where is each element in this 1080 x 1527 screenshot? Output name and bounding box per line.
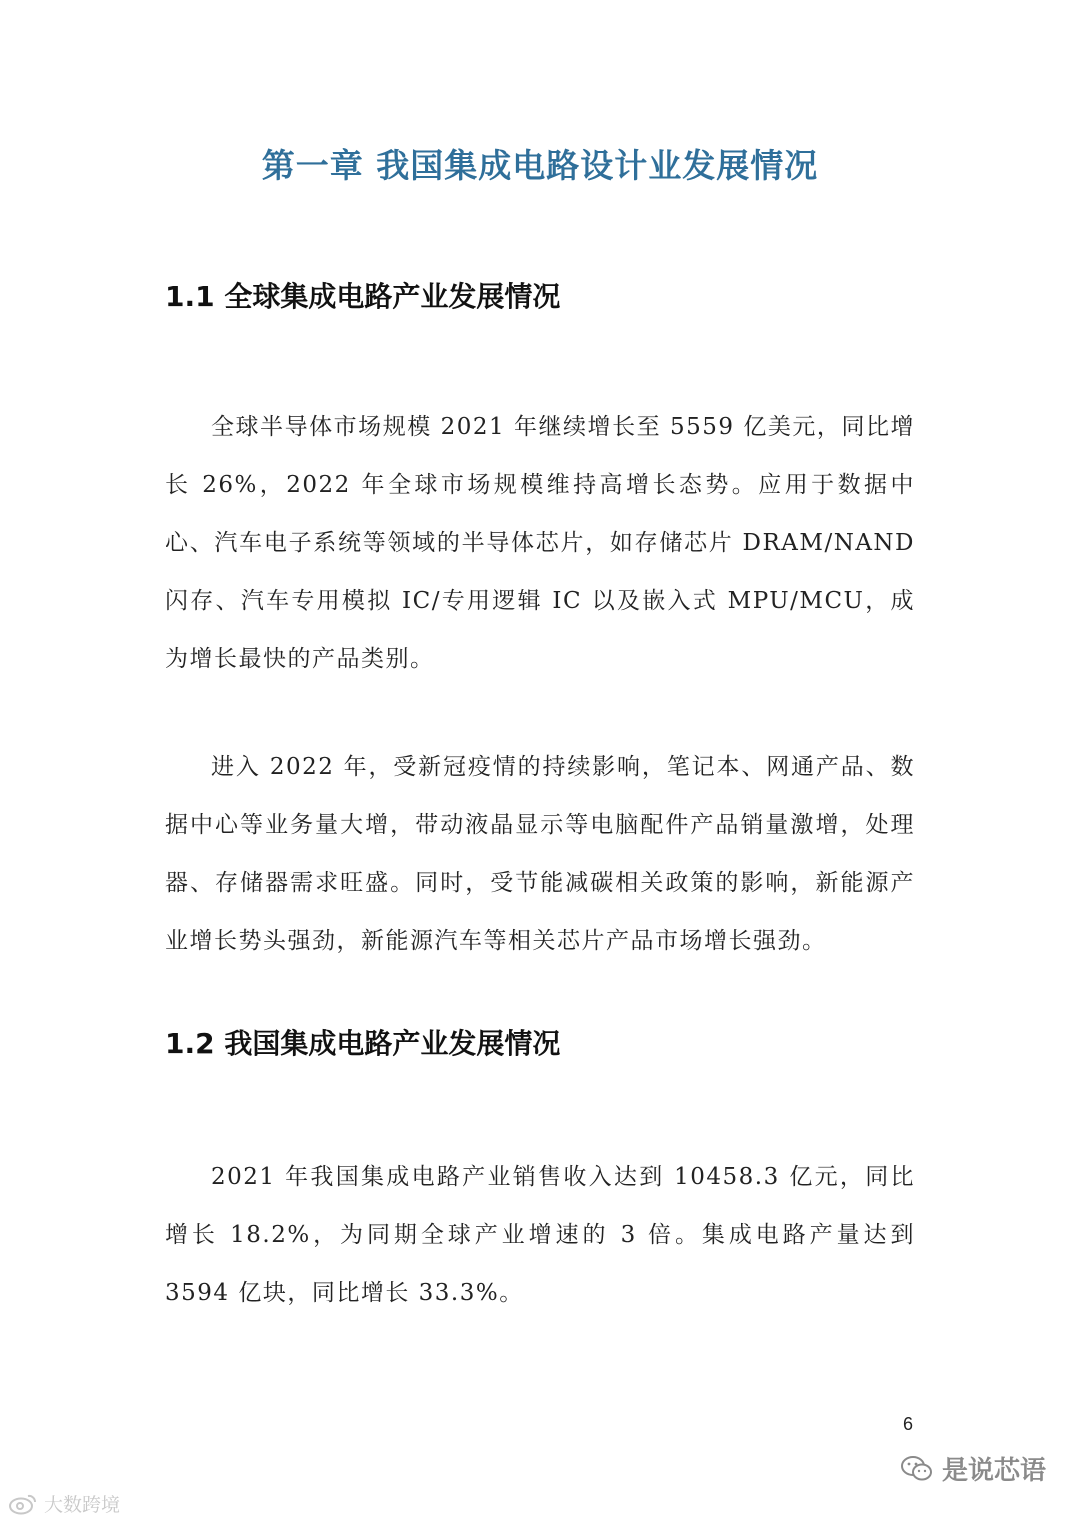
weibo-icon [8, 1493, 38, 1515]
wechat-icon [900, 1455, 934, 1483]
watermark-left [8, 1490, 120, 1517]
paragraph-global-market: 全球半导体市场规模 2021 年继续增长至 5559 亿美元，同比增长 26%，2022 年全球市场规模维持高增长态势。应用于数据中心、汽车电子系统等领域的半导体芯片，如存储芯片 DRAM/NAND 闪存、汽车专用模拟 IC/专用逻辑 IC 以及嵌入式 MPU/MCU，成为增长最快的产品类别。 [165, 414, 915, 672]
paragraph-2022-demand: 进入 2022 年，受新冠疫情的持续影响，笔记本、网通产品、数据中心等业务量大增，带动液晶显示等电脑配件产品销量激增，处理器、存储器需求旺盛。同时，受节能减碳相关政策的影响，新能源产业增长势头强劲，新能源汽车等相关芯片产品市场增长强劲。 [165, 754, 915, 954]
watermark-right [900, 1450, 1046, 1487]
section-heading-1-1: 1.1 全球集成电路产业发展情况 [165, 280, 561, 313]
watermark-left-text: 大数跨境 [44, 1494, 121, 1516]
paragraph-china-revenue: 2021 年我国集成电路产业销售收入达到 10458.3 亿元，同比增长 18.2%，为同期全球产业增速的 3 倍。集成电路产量达到 3594 亿块，同比增长 33.3%。 [165, 1164, 915, 1306]
section-heading-1-2: 1.2 我国集成电路产业发展情况 [165, 1027, 561, 1060]
page-number: 6 [903, 1414, 914, 1434]
chapter-title: 第一章 我国集成电路设计业发展情况 [261, 146, 819, 185]
watermark-right-text: 是说芯语 [942, 1456, 1047, 1486]
